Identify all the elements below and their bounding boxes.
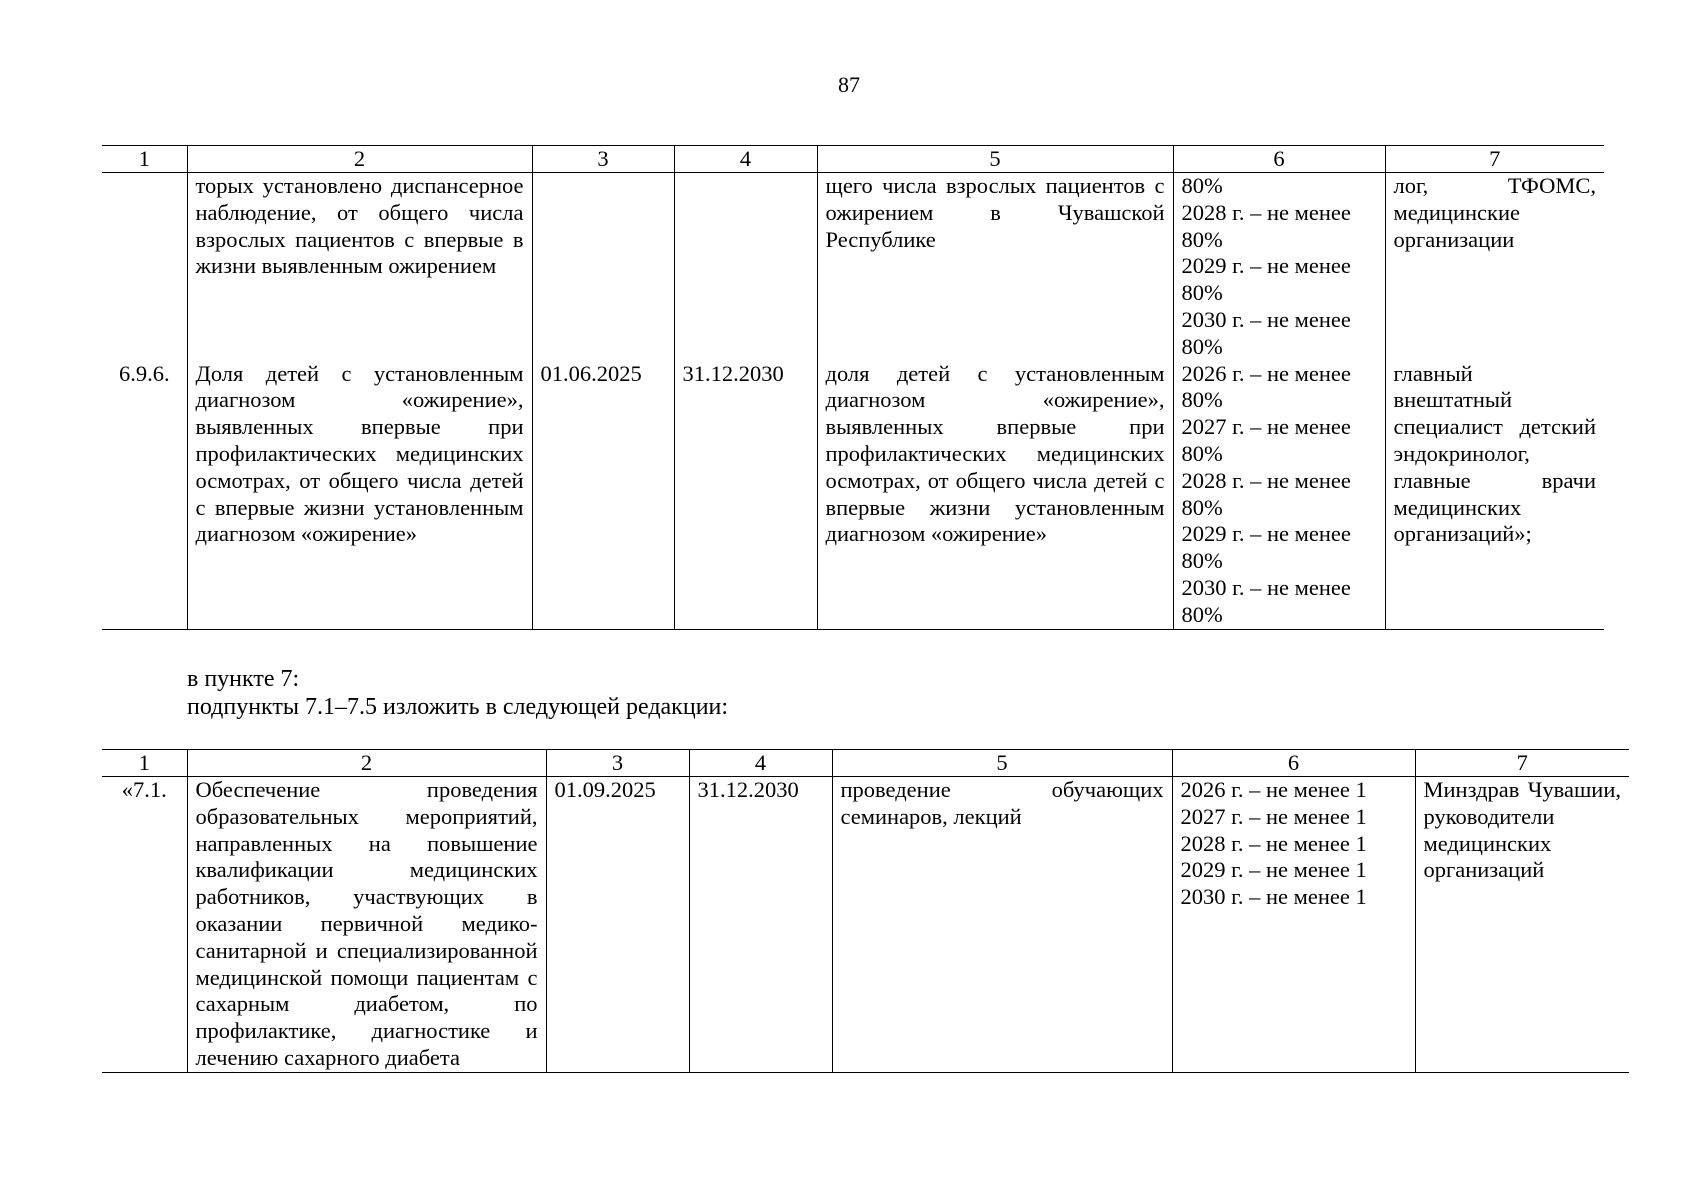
measure-name-cell: торых установлено диспансерное наблюдение, от общего числа взрослых пациентов с впервые в жизни выявленным ожирением [187,173,532,361]
start-date-cell: 01.06.2025 [532,361,674,629]
column-number-3: 3 [546,750,689,777]
row-number-cell: 6.9.6. [102,361,187,629]
indicator-cell: доля детей с установленным диагнозом «ожирение», выявленных впервые при профилактических медицинских осмотрах, от общего числа детей с впервые жизни установленным диагнозом «ожирение» [817,361,1173,629]
instruction-line-1: в пункте 7: [187,666,300,692]
target-line: 2026 г. – не менее 1 [1180,777,1367,802]
responsible-cell: Минздрав Чувашии, руководители медицинских организаций [1415,777,1629,1073]
column-number-5: 5 [832,750,1172,777]
column-number-4: 4 [674,146,817,173]
table-header-row [102,750,1629,777]
target-values-cell [1172,777,1415,1073]
table-row-7-1 [102,777,1629,1073]
end-date-cell: 31.12.2030 [674,361,817,629]
column-number-6: 6 [1173,146,1385,173]
target-line: 80% [1181,333,1223,359]
target-line: 2028 г. – не менее [1181,199,1351,225]
target-line: 80% [1181,280,1223,306]
table-header-row [102,146,1604,173]
target-line: 80% [1181,494,1223,520]
column-number-7: 7 [1385,146,1604,173]
column-number-3: 3 [532,146,674,173]
target-line: 2028 г. – не менее [1181,467,1351,493]
column-number-4: 4 [689,750,832,777]
target-line: 2028 г. – не менее 1 [1180,830,1367,856]
measures-table-continued [102,145,1604,630]
table-row-continuation [102,173,1604,361]
column-number-2: 2 [187,750,546,777]
indicator-cell: проведение обучающих семинаров, лекций [832,777,1172,1073]
table-row-6-9-6 [102,361,1604,629]
row-number-cell [102,173,187,361]
target-line: 80% [1181,387,1223,413]
column-number-6: 6 [1172,750,1415,777]
end-date-cell: 31.12.2030 [689,777,832,1073]
start-date-cell [532,173,674,361]
target-line: 2030 г. – не менее [1181,574,1351,600]
target-values-cell [1173,173,1385,361]
responsible-cell: главный внештатный специалист детский эндокринолог, главные врачи медицинских организаций»; [1385,361,1604,629]
target-line: 2029 г. – не менее [1181,521,1351,547]
instruction-line-2: подпункты 7.1–7.5 изложить в следующей редакции: [187,694,729,720]
target-line: 80% [1181,548,1223,574]
target-line: 80% [1181,601,1223,627]
end-date-cell [674,173,817,361]
start-date-cell: 01.09.2025 [546,777,689,1073]
row-number-cell: «7.1. [102,777,187,1073]
column-number-1: 1 [102,146,187,173]
target-line: 80% [1181,226,1223,252]
column-number-2: 2 [187,146,532,173]
target-values-cell [1173,361,1385,629]
target-line: 80% [1181,440,1223,466]
indicator-cell: щего числа взрослых пациентов с ожирением в Чувашской Республике [817,173,1173,361]
column-number-5: 5 [817,146,1173,173]
target-line: 80% [1181,173,1223,198]
target-line: 2029 г. – не менее 1 [1180,857,1367,883]
target-line: 2026 г. – не менее [1181,360,1351,386]
target-line: 2029 г. – не менее [1181,253,1351,279]
target-line: 2027 г. – не менее [1181,414,1351,440]
target-line: 2030 г. – не менее [1181,306,1351,332]
column-number-7: 7 [1415,750,1629,777]
measure-name-cell: Обеспечение проведения образовательных мероприятий, направленных на повышение квалификации медицинских работников, участвующих в оказании первичной медико-санитарной и специализированной медицинской помощи пациентам с сахарным диабетом, по профилактике, диагностике и лечению сахарного диабета [187,777,546,1073]
target-line: 2027 г. – не менее 1 [1180,803,1367,829]
responsible-cell: лог, ТФОМС, медицинские организации [1385,173,1604,361]
measure-name-cell: Доля детей с установленным диагнозом «ожирение», выявленных впервые при профилактических медицинских осмотрах, от общего числа детей с впервые жизни установленным диагнозом «ожирение» [187,361,532,629]
target-line: 2030 г. – не менее 1 [1180,884,1367,910]
measures-table-new [102,749,1629,1073]
column-number-1: 1 [102,750,187,777]
page-number: 87 [838,72,860,97]
